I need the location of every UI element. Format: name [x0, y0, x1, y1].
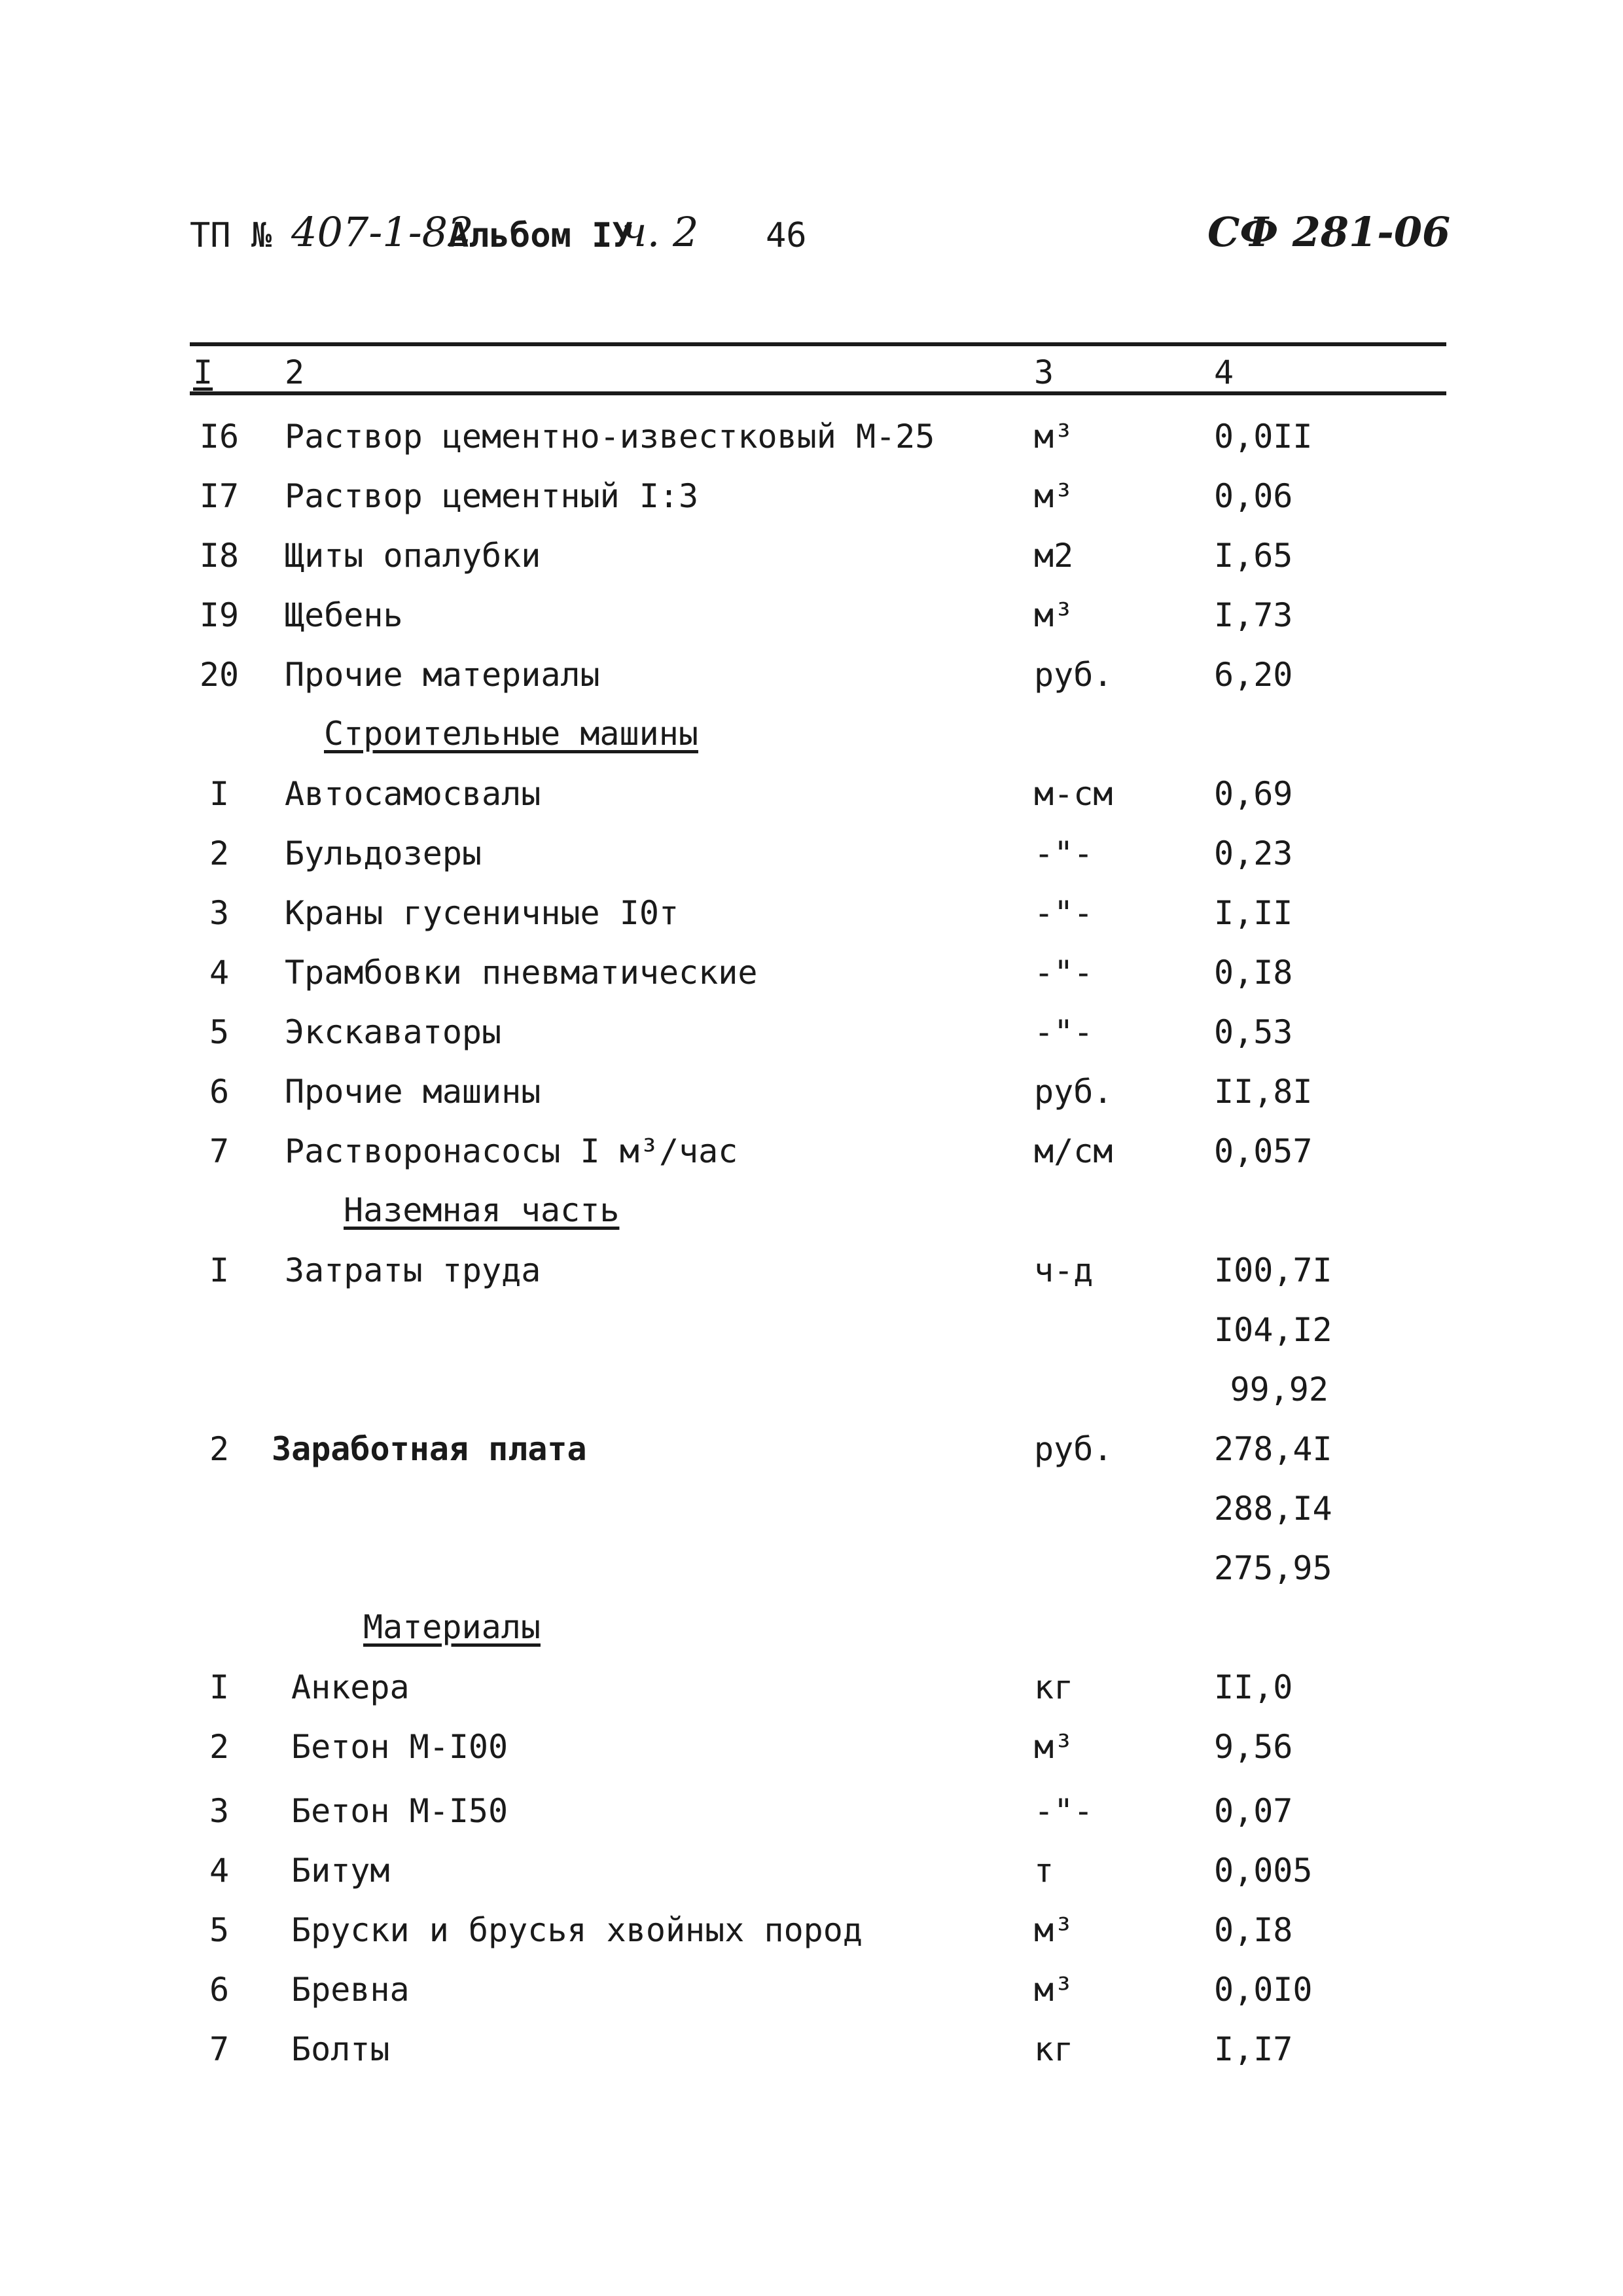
row-unit: т [1034, 1852, 1054, 1890]
row-unit: руб. [1034, 656, 1113, 694]
row-unit: м/см [1034, 1132, 1113, 1170]
table-row [0, 2018, 1623, 2077]
row-unit: м³ [1034, 596, 1074, 634]
row-value: I,65 [1214, 537, 1293, 575]
column-header-2: 2 [285, 353, 305, 391]
page-header [190, 208, 1451, 288]
table-row [0, 1121, 1623, 1179]
table-row [0, 1780, 1623, 1839]
table-row [0, 823, 1623, 882]
section-title-machines: Строительные машины [324, 715, 698, 753]
row-value: I,II [1214, 894, 1293, 932]
row-number: 3 [209, 894, 230, 932]
section-title-materials: Материалы [363, 1608, 541, 1646]
album-label: Альбом IУ [448, 216, 633, 255]
page-number: 46 [766, 216, 807, 255]
column-header-4: 4 [1214, 353, 1234, 391]
row-value: 0,0I0 [1214, 1971, 1313, 2009]
row-unit: м³ [1034, 477, 1074, 515]
row-name: Щиты опалубки [285, 537, 541, 575]
row-value: II,0 [1214, 1668, 1293, 1706]
row-value: 0,07 [1214, 1792, 1293, 1830]
table-row [0, 1001, 1623, 1060]
row-value: II,8I [1214, 1073, 1313, 1111]
row-number: 3 [209, 1792, 230, 1830]
row-unit: -"- [1034, 1792, 1094, 1830]
row-number: 5 [209, 1013, 230, 1051]
row-value: 9,56 [1214, 1728, 1293, 1766]
project-number: 407-1-82 [291, 208, 474, 256]
row-number: 7 [209, 2030, 230, 2068]
table-row [0, 644, 1623, 703]
row-number: 4 [209, 1852, 230, 1890]
column-header-3: 3 [1034, 353, 1054, 391]
table-row [0, 1657, 1623, 1715]
row-number: 6 [209, 1971, 230, 2009]
row-name: Бруски и брусья хвойных пород [291, 1911, 863, 1949]
row-name: Автосамосвалы [285, 775, 541, 813]
row-value: 0,06 [1214, 477, 1293, 515]
row-unit: кг [1034, 1668, 1074, 1706]
row-number: 2 [209, 1728, 230, 1766]
row-unit: м³ [1034, 1728, 1074, 1766]
row-unit: м-см [1034, 775, 1113, 813]
row-value: 6,20 [1214, 656, 1293, 694]
row-number: 6 [209, 1073, 230, 1111]
row-number: I8 [199, 537, 240, 575]
row-number: 20 [199, 656, 240, 694]
row-name: Прочие материалы [285, 656, 600, 694]
row-name: Раствор цементно-известковый М-25 [285, 418, 935, 456]
row-value: I00,7I [1214, 1251, 1332, 1289]
row-number: I9 [199, 596, 240, 634]
table-row [0, 1418, 1623, 1477]
row-unit: -"- [1034, 1013, 1094, 1051]
row-value: 0,69 [1214, 775, 1293, 813]
row-number: 7 [209, 1132, 230, 1170]
row-name: Бетон М-I00 [291, 1728, 508, 1766]
table-row [0, 942, 1623, 1001]
row-name: Краны гусеничные I0т [285, 894, 679, 932]
row-name: Битум [291, 1852, 390, 1890]
table-row [0, 1959, 1623, 2018]
row-number: 4 [209, 954, 230, 992]
row-unit: -"- [1034, 894, 1094, 932]
row-number: I [209, 1668, 230, 1706]
row-unit: м³ [1034, 418, 1074, 456]
row-name: Бревна [291, 1971, 410, 2009]
row-unit: -"- [1034, 834, 1094, 872]
row-number: I6 [199, 418, 240, 456]
row-unit: м³ [1034, 1911, 1074, 1949]
column-header-1: I [193, 353, 213, 391]
row-number: I [209, 775, 230, 813]
doc-type-label: ТП № [190, 216, 272, 255]
row-number: 2 [209, 1430, 230, 1468]
document-code: СФ 281-06 [1207, 208, 1451, 256]
table-row [0, 1716, 1623, 1775]
table-row [0, 1061, 1623, 1120]
row-value: 288,I4 [1214, 1490, 1332, 1528]
row-name: Трамбовки пневматические [285, 954, 758, 992]
row-name: Раствор цементный I:3 [285, 477, 699, 515]
section-title-ground-part: Наземная часть [344, 1191, 620, 1229]
table-row [0, 882, 1623, 941]
row-name: Щебень [285, 596, 403, 634]
table-row [0, 465, 1623, 524]
table-row [0, 1899, 1623, 1958]
row-value: I,73 [1214, 596, 1293, 634]
table-row [0, 1537, 1623, 1596]
row-value: 0,23 [1214, 834, 1293, 872]
row-value: I04,I2 [1214, 1311, 1332, 1349]
row-unit: м2 [1034, 537, 1074, 575]
row-number: I [209, 1251, 230, 1289]
table-row [0, 1478, 1623, 1537]
table-header-rule [190, 391, 1446, 395]
row-number: I7 [199, 477, 240, 515]
row-name: Бетон М-I50 [291, 1792, 508, 1830]
row-number: 2 [209, 834, 230, 872]
row-value: 0,I8 [1214, 954, 1293, 992]
row-value: I,I7 [1214, 2030, 1293, 2068]
row-unit: кг [1034, 2030, 1074, 2068]
row-name: Затраты труда [285, 1251, 541, 1289]
row-unit: м³ [1034, 1971, 1074, 2009]
table-row [0, 1299, 1623, 1358]
table-row [0, 1240, 1623, 1299]
row-value: 0,53 [1214, 1013, 1293, 1051]
table-row [0, 1840, 1623, 1899]
row-value: 275,95 [1214, 1549, 1332, 1587]
table-row [0, 584, 1623, 643]
row-unit: руб. [1034, 1073, 1113, 1111]
row-name: Растворонасосы I м³/час [285, 1132, 738, 1170]
row-value: 0,057 [1214, 1132, 1313, 1170]
table-row [0, 525, 1623, 584]
row-unit: -"- [1034, 954, 1094, 992]
table-row [0, 1359, 1623, 1418]
table-row [0, 406, 1623, 465]
table-row [0, 763, 1623, 822]
part-label: ч. 2 [622, 208, 699, 256]
row-name: Заработная плата [272, 1430, 587, 1468]
row-name: Прочие машины [285, 1073, 541, 1111]
row-name: Болты [291, 2030, 390, 2068]
row-name: Экскаваторы [285, 1013, 502, 1051]
table-top-rule [190, 342, 1446, 346]
row-value: 278,4I [1214, 1430, 1332, 1468]
row-value: 0,005 [1214, 1852, 1313, 1890]
row-number: 5 [209, 1911, 230, 1949]
row-value: 0,I8 [1214, 1911, 1293, 1949]
row-name: Бульдозеры [285, 834, 482, 872]
row-unit: руб. [1034, 1430, 1113, 1468]
row-value: 0,0II [1214, 418, 1313, 456]
row-value: 99,92 [1230, 1371, 1329, 1408]
row-unit: ч-д [1034, 1251, 1094, 1289]
row-name: Анкера [291, 1668, 410, 1706]
